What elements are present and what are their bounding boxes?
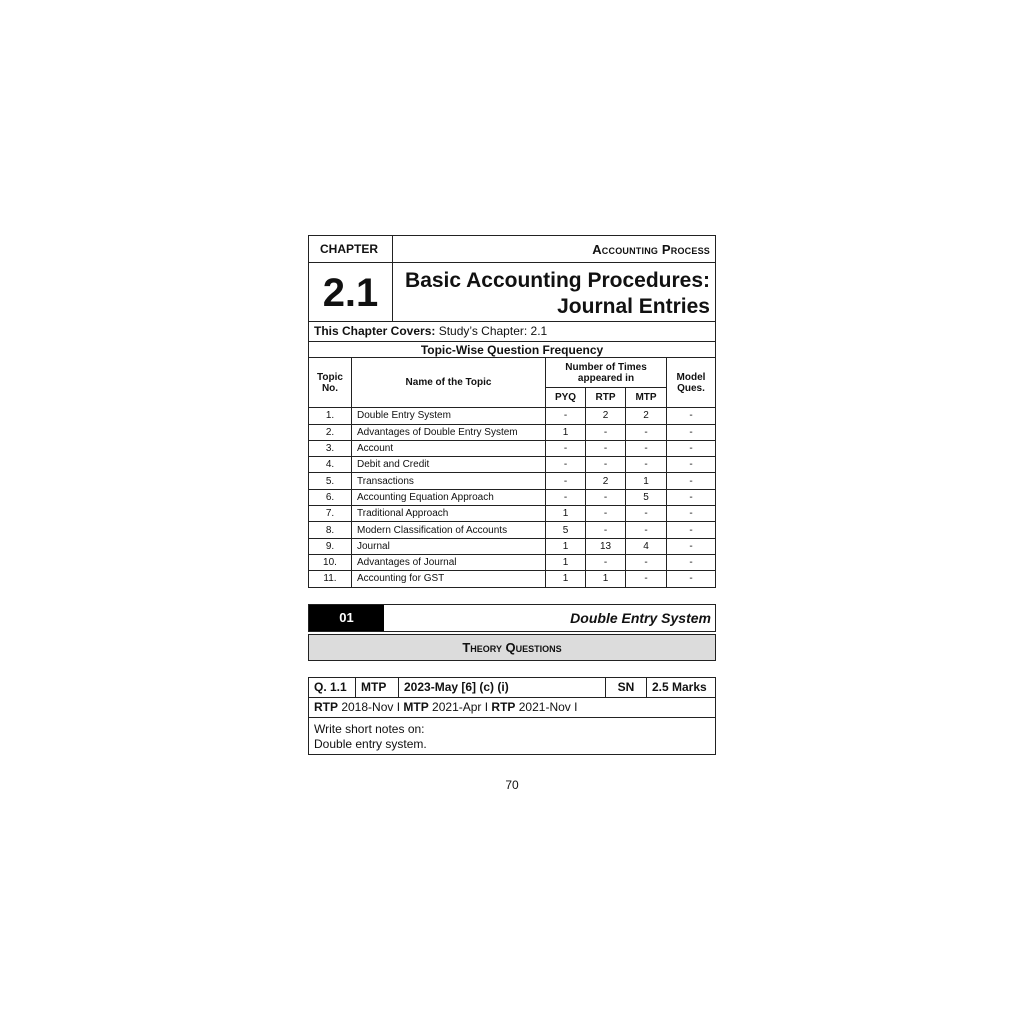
row-pyq: - (546, 457, 586, 473)
chapter-number: 2.1 (309, 263, 393, 321)
row-mtp: - (626, 571, 667, 587)
row-model: - (667, 554, 716, 570)
question-box (308, 677, 716, 755)
source-mtp-value: 2021-Apr I (428, 699, 492, 714)
row-pyq: 1 (546, 538, 586, 554)
row-mtp: 5 (626, 489, 667, 505)
row-mtp: - (626, 440, 667, 456)
source-rtp-2: RTP (491, 699, 516, 714)
row-number: 5. (309, 473, 352, 489)
frequency-table-body (309, 408, 716, 587)
section-header (308, 604, 716, 632)
chapter-title-line1: Basic Accounting Procedures: (405, 269, 710, 292)
row-model: - (667, 457, 716, 473)
chapter-title (393, 263, 715, 321)
row-rtp: - (586, 506, 626, 522)
chapter-subject: Accounting Process (393, 236, 715, 263)
row-rtp: - (586, 440, 626, 456)
row-pyq: 1 (546, 506, 586, 522)
table-row (309, 408, 716, 424)
row-model: - (667, 408, 716, 424)
row-number: 11. (309, 571, 352, 587)
row-rtp: - (586, 522, 626, 538)
header-mtp: MTP (626, 388, 667, 408)
covers-label: This Chapter Covers: (314, 324, 436, 338)
row-rtp: - (586, 424, 626, 440)
header-pyq: PYQ (546, 388, 586, 408)
row-rtp: - (586, 554, 626, 570)
row-pyq: 1 (546, 424, 586, 440)
table-row (309, 440, 716, 456)
table-row (309, 473, 716, 489)
theory-questions-heading: Theory Questions (308, 634, 716, 661)
row-mtp: - (626, 554, 667, 570)
row-model: - (667, 522, 716, 538)
row-pyq: - (546, 473, 586, 489)
row-model: - (667, 473, 716, 489)
row-topic-name: Advantages of Double Entry System (352, 424, 546, 440)
row-model: - (667, 506, 716, 522)
chapter-title-line2: Journal Entries (557, 295, 710, 318)
row-number: 3. (309, 440, 352, 456)
row-topic-name: Traditional Approach (352, 506, 546, 522)
table-row (309, 506, 716, 522)
header-topic-name: Name of the Topic (352, 358, 546, 408)
row-number: 9. (309, 538, 352, 554)
frequency-table (308, 342, 716, 588)
row-number: 4. (309, 457, 352, 473)
table-row (309, 538, 716, 554)
row-pyq: 1 (546, 571, 586, 587)
header-times-appeared: Number of Times appeared in (546, 358, 667, 388)
row-number: 1. (309, 408, 352, 424)
table-row (309, 489, 716, 505)
row-mtp: - (626, 424, 667, 440)
table-row (309, 457, 716, 473)
table-row (309, 571, 716, 587)
row-topic-name: Transactions (352, 473, 546, 489)
row-topic-name: Accounting for GST (352, 571, 546, 587)
row-topic-name: Double Entry System (352, 408, 546, 424)
row-pyq: 1 (546, 554, 586, 570)
source-rtp-2-value: 2021-Nov I (515, 699, 578, 714)
header-rtp: RTP (586, 388, 626, 408)
question-sources (309, 698, 715, 718)
question-text (309, 718, 715, 754)
row-mtp: - (626, 522, 667, 538)
row-rtp: - (586, 457, 626, 473)
row-mtp: - (626, 506, 667, 522)
row-number: 7. (309, 506, 352, 522)
table-row (309, 522, 716, 538)
question-meta-row (309, 678, 715, 698)
header-model-ques: Model Ques. (667, 358, 716, 408)
row-rtp: 1 (586, 571, 626, 587)
row-model: - (667, 440, 716, 456)
table-row (309, 424, 716, 440)
question-line-2: Double entry system. (314, 736, 427, 751)
row-model: - (667, 424, 716, 440)
question-line-1: Write short notes on: (314, 721, 425, 736)
table-row (309, 554, 716, 570)
source-rtp-1: RTP (314, 699, 338, 714)
row-mtp: 1 (626, 473, 667, 489)
question-type: MTP (356, 678, 399, 697)
row-rtp: 13 (586, 538, 626, 554)
row-rtp: 2 (586, 408, 626, 424)
question-marks: 2.5 Marks (652, 680, 707, 695)
question-kind: SN (606, 678, 647, 697)
chapter-label: CHAPTER (309, 236, 393, 263)
row-pyq: - (546, 489, 586, 505)
row-number: 6. (309, 489, 352, 505)
row-topic-name: Debit and Credit (352, 457, 546, 473)
row-model: - (667, 489, 716, 505)
row-topic-name: Modern Classification of Accounts (352, 522, 546, 538)
header-topic-no: Topic No. (309, 358, 352, 408)
row-pyq: 5 (546, 522, 586, 538)
row-topic-name: Journal (352, 538, 546, 554)
row-mtp: 4 (626, 538, 667, 554)
row-model: - (667, 538, 716, 554)
row-pyq: - (546, 408, 586, 424)
row-number: 2. (309, 424, 352, 440)
covers-text: Study’s Chapter: 2.1 (438, 324, 548, 338)
chapter-header (308, 235, 716, 322)
row-rtp: - (586, 489, 626, 505)
section-number: 01 (309, 605, 384, 631)
row-topic-name: Advantages of Journal (352, 554, 546, 570)
page-content (308, 235, 716, 755)
row-pyq: - (546, 440, 586, 456)
section-title: Double Entry System (570, 609, 711, 626)
row-rtp: 2 (586, 473, 626, 489)
source-rtp-1-value: 2018-Nov I (338, 699, 404, 714)
source-mtp: MTP (403, 699, 429, 714)
page-number: 70 (505, 778, 519, 792)
question-id: Q. 1.1 (309, 678, 356, 697)
row-mtp: - (626, 457, 667, 473)
row-topic-name: Account (352, 440, 546, 456)
chapter-covers (308, 322, 716, 342)
row-topic-name: Accounting Equation Approach (352, 489, 546, 505)
frequency-table-title: Topic-Wise Question Frequency (309, 342, 716, 358)
row-number: 10. (309, 554, 352, 570)
row-mtp: 2 (626, 408, 667, 424)
question-ref: 2023-May [6] (c) (i) (399, 678, 606, 697)
row-model: - (667, 571, 716, 587)
row-number: 8. (309, 522, 352, 538)
